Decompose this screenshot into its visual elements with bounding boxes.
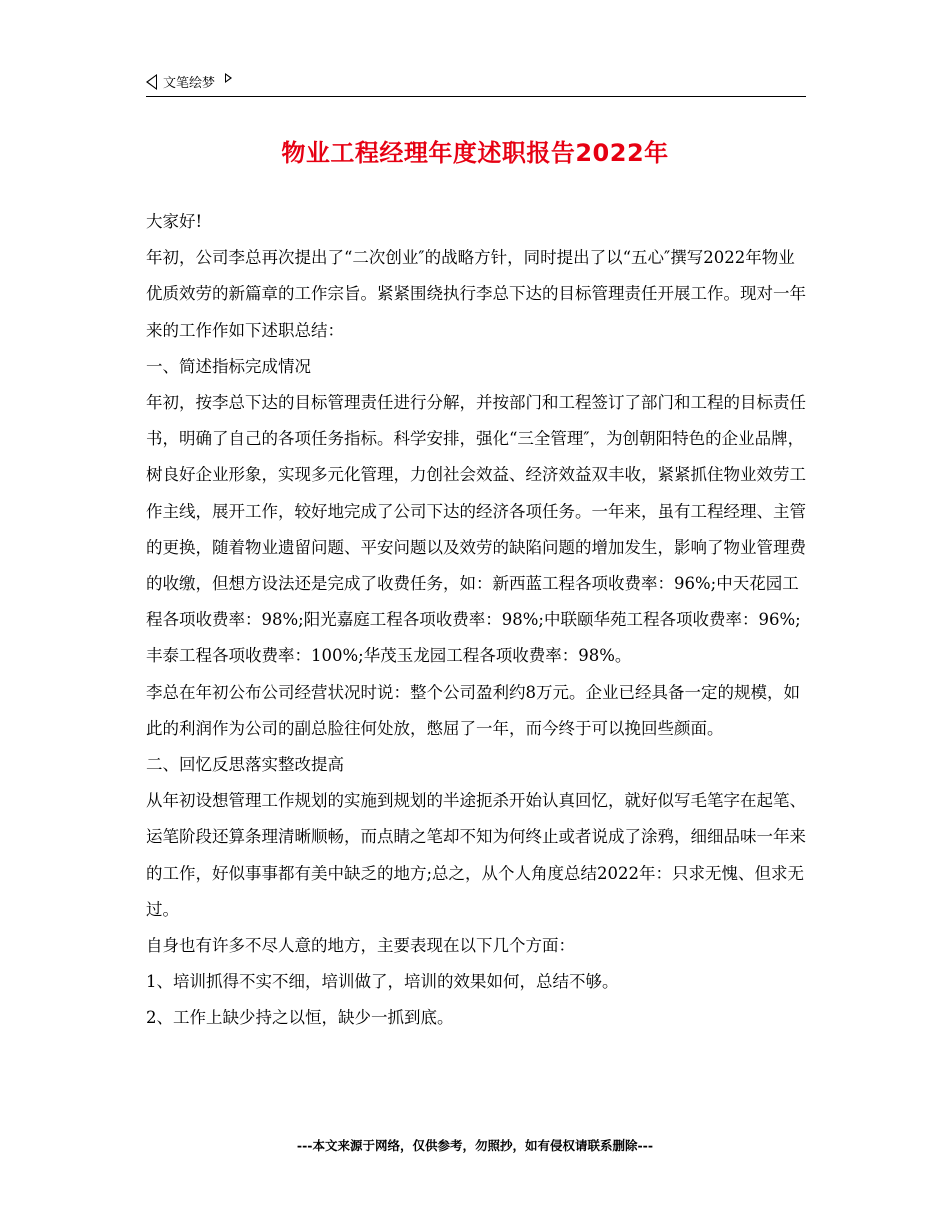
section-heading-1: 一、简述指标完成情况 [146,356,311,376]
document-title: 物业工程经理年度述职报告2022年 [281,139,669,167]
header-brand-row [146,72,232,91]
paragraph-intro: 年初，公司李总再次提出了“二次创业″的战略方针，同时提出了以“五心″撰写2022年物业优质效劳的新篇章的工作宗旨。紧紧围绕执行李总下达的目标管理责任开展工作。现对一年来的工作作如下述职总结： [146,248,806,340]
paragraph-reflection: 从年初设想管理工作规划的实施到规划的半途扼杀开始认真回忆，就好似写毛笔字在起笔、运笔阶段还算条理清晰顺畅，而点睛之笔却不知为何终止或者说成了涂鸦，细细品味一年来的工作，好似事事都有美中缺乏的地方;总之，从个人角度总结2022年：只求无愧、但求无过。 [146,791,806,919]
list-item-training: 1、培训抓得不实不细，培训做了，培训的效果如何，总结不够。 [146,972,619,992]
paragraph-greeting: 大家好! [146,212,203,231]
document-body [146,204,808,1037]
section-heading-2: 二、回忆反思落实整改提高 [146,755,344,775]
header-brand-text: 文笔绘梦 [163,76,216,91]
paragraph-targets: 年初，按李总下达的目标管理责任进行分解，并按部门和工程签订了部门和工程的目标责任书，明确了自己的各项任务指标。科学安排，强化“三全管理″，为创朝阳特色的企业品牌，树良好企业形象，实现多元化管理，力创社会效益、经济效益双丰收，紧紧抓住物业效劳工作主线，展开工作，较好地完成了公司下达的经济各项任务。一年来，虽有工程经理、主管的更换，随着物业遗留问题、平安问题以及效劳的缺陷问题的增加发生，影响了物业管理费的收缴，但想方设法还是完成了收费任务，如：新西蓝工程各项收费率：96%;中天花园工程各项收费率：98%;阳光嘉庭工程各项收费率：98%;中联颐华苑工程各项收费率：96%;丰泰工程各项收费率：100%;华茂玉龙园工程各项收费率：98%。 [146,393,806,666]
page-header [146,70,806,97]
triangle-right-icon [225,73,232,83]
paragraph-shortcomings: 自身也有许多不尽人意的地方，主要表现在以下几个方面： [146,936,575,956]
page-footer-disclaimer: ---本文来源于网络，仅供参考，勿照抄，如有侵权请联系删除--- [296,1138,654,1153]
paragraph-profit: 李总在年初公布公司经营状况时说：整个公司盈利约8万元。企业已经具备一定的规模，如此的利润作为公司的副总脸往何处放，憋屈了一年，而今终于可以挽回些颜面。 [146,682,800,738]
triangle-left-icon [146,74,157,90]
list-item-persistence: 2、工作上缺少持之以恒，缺少一抓到底。 [146,1008,454,1028]
